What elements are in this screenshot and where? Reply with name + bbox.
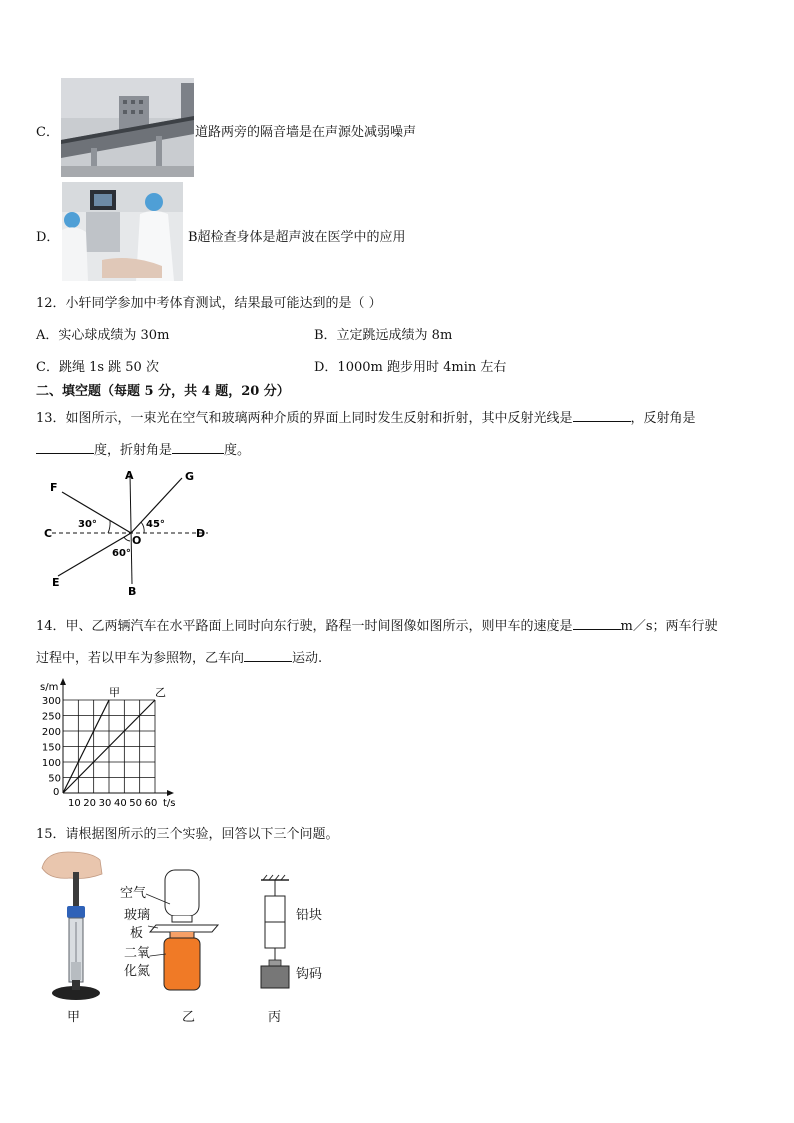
figure-label-bing: 丙 <box>268 1010 282 1025</box>
option-d-label: D． <box>36 230 60 245</box>
q14-line2 <box>36 647 322 666</box>
label-f: F <box>50 481 58 494</box>
angle-60: 60° <box>112 548 131 559</box>
option-d-text: B超检查身体是超声波在医学中的应用 <box>188 230 406 245</box>
y-tick-label: 100 <box>41 758 61 769</box>
q13-text-c: 度，折射角是 <box>94 443 173 458</box>
q13-line1 <box>36 407 696 426</box>
x-tick-label: 10 <box>67 798 81 809</box>
series-label-2: 乙 <box>155 686 166 699</box>
q14-blank-1[interactable] <box>573 617 621 630</box>
option-c-label: C． <box>36 125 59 140</box>
x-tick-label: 30 <box>98 798 112 809</box>
label-air: 空气 <box>120 886 147 901</box>
x-tick-label: 20 <box>83 798 97 809</box>
distance-time-chart <box>30 676 190 810</box>
figure-label-jia: 甲 <box>67 1010 81 1025</box>
section-title: 二、填空题（每题 5 分，共 4 题，20 分） <box>36 384 290 399</box>
q12-option-d: D．1000m 跑步用时 4min 左右 <box>314 360 507 375</box>
q13-blank-2[interactable] <box>36 441 94 454</box>
label-e: E <box>52 576 60 589</box>
q14-blank-2[interactable] <box>244 649 292 662</box>
q14-line1 <box>36 615 718 634</box>
y-axis-label: s/m <box>40 682 59 693</box>
y-tick-label: 300 <box>41 696 61 707</box>
q13-line2 <box>36 439 250 458</box>
label-c: C <box>44 527 53 540</box>
q13-text-a: 13．如图所示，一束光在空气和玻璃两种介质的界面上同时发生反射和折射，其中反射光线是 <box>36 411 573 426</box>
q12-stem: 12．小轩同学参加中考体育测试，结果最可能达到的是（ ） <box>36 296 382 311</box>
angle-45: 45° <box>146 519 165 530</box>
y-tick-label: 200 <box>41 727 61 738</box>
q14-text-a: 14．甲、乙两辆汽车在水平路面上同时向东行驶，路程一时间图像如图所示，则甲车的速度是 <box>36 619 573 634</box>
figure-label-yi: 乙 <box>182 1010 196 1025</box>
label-no2-1: 二氧 <box>124 946 151 961</box>
label-o: O <box>132 534 142 547</box>
x-axis-label: t/s <box>163 798 176 809</box>
q12-option-b: B．立定跳远成绩为 8m <box>314 328 453 343</box>
label-lead: 铅块 <box>296 908 323 923</box>
q13-text-b: ，反射角是 <box>630 411 696 426</box>
q12-option-c: C．跳绳 1s 跳 50 次 <box>36 360 159 375</box>
q14-text-b: m／s；两车行驶 <box>620 619 718 634</box>
air-pump-figure <box>36 850 111 1005</box>
ultrasound-photo <box>62 182 183 281</box>
angle-30: 30° <box>78 519 97 530</box>
label-d: D <box>196 527 206 540</box>
refraction-diagram <box>40 464 220 600</box>
label-weight: 钩码 <box>296 967 323 982</box>
q13-blank-3[interactable] <box>172 441 224 454</box>
y-axis-arrow <box>60 678 66 685</box>
q12-option-a: A．实心球成绩为 30m <box>36 328 170 343</box>
x-tick-label: 60 <box>144 798 158 809</box>
series-label-1: 甲 <box>109 686 120 699</box>
q14-text-c: 过程中，若以甲车为参照物，乙车向 <box>36 651 245 666</box>
x-tick-label: 40 <box>113 798 127 809</box>
x-tick-label: 50 <box>129 798 143 809</box>
y-tick-label: 150 <box>41 742 61 754</box>
y-tick-label: 250 <box>41 711 61 723</box>
label-glass-2: 板 <box>130 926 144 941</box>
sound-barrier-photo <box>61 78 194 177</box>
q13-blank-1[interactable] <box>573 409 631 422</box>
label-a: A <box>125 469 134 482</box>
label-g: G <box>185 470 195 483</box>
label-glass-1: 玻璃 <box>124 908 151 923</box>
origin-label: 0 <box>53 787 60 798</box>
q15-stem: 15．请根据图所示的三个实验，回答以下三个问题。 <box>36 827 339 842</box>
y-tick-label: 50 <box>48 773 61 785</box>
q13-text-d: 度。 <box>224 443 251 458</box>
label-b: B <box>128 585 137 598</box>
label-no2-2: 化氮 <box>124 964 151 979</box>
q14-text-d: 运动. <box>292 651 323 666</box>
x-axis-arrow <box>167 790 174 796</box>
option-c-text: 道路两旁的隔音墙是在声源处减弱噪声 <box>195 125 417 140</box>
